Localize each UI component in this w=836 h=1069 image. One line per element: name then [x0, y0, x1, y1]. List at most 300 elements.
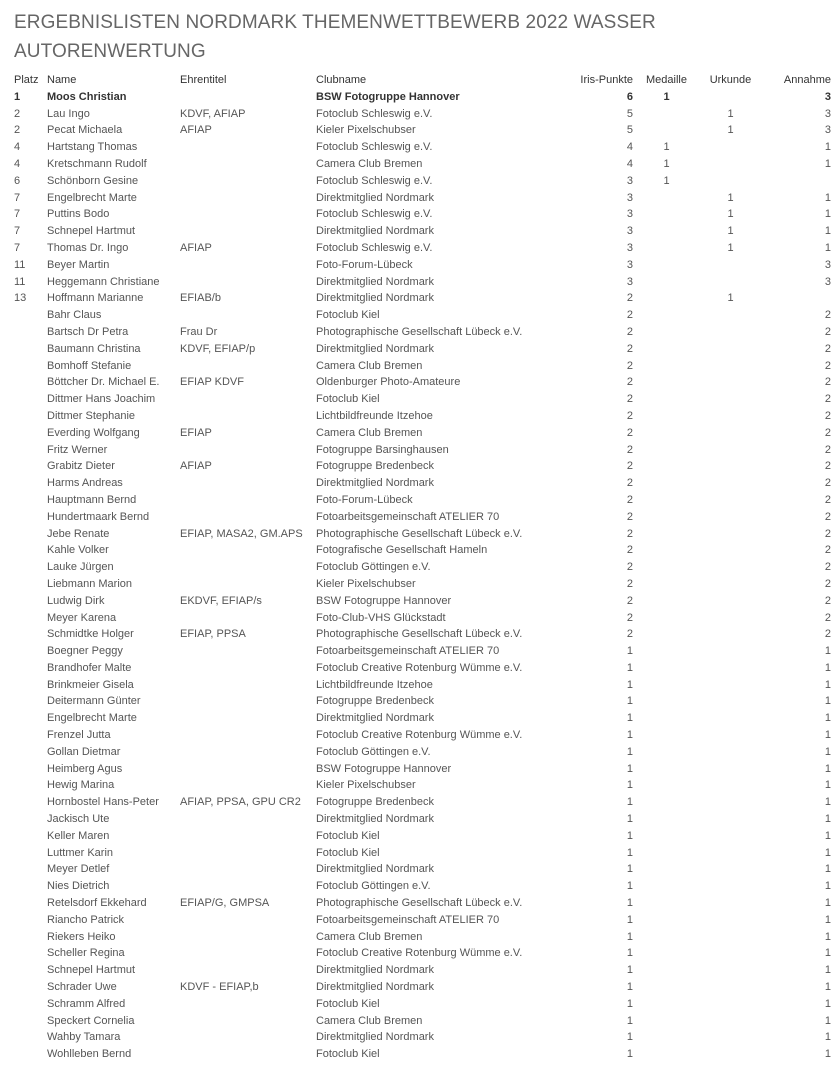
cell-iris-punkte: 4 [626, 157, 633, 170]
cell-platz: 4 [14, 141, 21, 154]
table-row [14, 777, 831, 794]
cell-ehrentitel [180, 206, 316, 223]
cell-medaille [633, 358, 700, 375]
cell-medaille [633, 895, 700, 912]
cell-annahme: 1 [824, 846, 831, 859]
cell-medaille: 1 [663, 157, 670, 170]
cell-name: Engelbrecht Marte [47, 191, 137, 204]
cell-iris-punkte: 3 [626, 241, 633, 254]
cell-ehrentitel [180, 139, 316, 156]
cell-iris-punkte: 1 [626, 661, 633, 674]
cell-medaille: 1 [663, 174, 670, 187]
cell-ehrentitel: EKDVF, EFIAP/s [180, 594, 262, 607]
cell-ehrentitel [180, 442, 316, 459]
cell-annahme: 1 [824, 141, 831, 154]
cell-ehrentitel [180, 929, 316, 946]
cell-name: Grabitz Dieter [47, 460, 115, 473]
cell-urkunde [700, 542, 761, 559]
cell-iris-punkte: 1 [626, 745, 633, 758]
cell-urkunde [700, 139, 761, 156]
cell-annahme: 1 [824, 964, 831, 977]
cell-iris-punkte: 3 [626, 208, 633, 221]
cell-ehrentitel: EFIAP, PPSA [180, 628, 246, 641]
cell-name: Retelsdorf Ekkehard [47, 897, 147, 910]
table-row [14, 996, 831, 1013]
table-row [14, 526, 831, 543]
cell-iris-punkte: 5 [626, 107, 633, 120]
table-row [14, 324, 831, 341]
cell-name: Heggemann Christiane [47, 275, 160, 288]
cell-name: Harms Andreas [47, 477, 123, 490]
table-row [14, 828, 831, 845]
cell-iris-punkte: 2 [626, 577, 633, 590]
table-row [14, 845, 831, 862]
cell-platz [14, 542, 47, 559]
cell-medaille [633, 223, 700, 240]
cell-urkunde [700, 845, 761, 862]
cell-clubname: Direktmitglied Nordmark [316, 1031, 434, 1044]
cell-iris-punkte: 1 [626, 846, 633, 859]
cell-platz [14, 660, 47, 677]
cell-ehrentitel [180, 861, 316, 878]
cell-clubname: Direktmitglied Nordmark [316, 964, 434, 977]
cell-annahme: 1 [824, 661, 831, 674]
cell-annahme: 2 [824, 393, 831, 406]
cell-annahme: 1 [824, 678, 831, 691]
cell-annahme: 1 [824, 813, 831, 826]
cell-ehrentitel [180, 845, 316, 862]
cell-platz [14, 341, 47, 358]
cell-iris-punkte: 1 [626, 930, 633, 943]
table-row [14, 290, 831, 307]
cell-iris-punkte: 2 [626, 325, 633, 338]
table-row [14, 811, 831, 828]
cell-medaille [633, 794, 700, 811]
cell-platz [14, 1029, 47, 1046]
cell-urkunde [700, 727, 761, 744]
cell-platz: 11 [14, 258, 26, 271]
cell-name: Scheller Regina [47, 947, 125, 960]
cell-iris-punkte: 1 [626, 729, 633, 742]
cell-platz: 2 [14, 124, 21, 137]
cell-platz [14, 979, 47, 996]
cell-name: Jebe Renate [47, 527, 110, 540]
cell-ehrentitel [180, 945, 316, 962]
cell-medaille [633, 206, 700, 223]
cell-iris-punkte: 1 [626, 829, 633, 842]
cell-name: Beyer Martin [47, 258, 110, 271]
cell-ehrentitel [180, 811, 316, 828]
cell-annahme: 2 [824, 628, 831, 641]
cell-name: Fritz Werner [47, 443, 108, 456]
cell-name: Boegner Peggy [47, 645, 123, 658]
cell-annahme: 3 [824, 107, 831, 120]
cell-name: Deitermann Günter [47, 695, 141, 708]
cell-clubname: Fotoclub Göttingen e.V. [316, 880, 431, 893]
cell-iris-punkte: 2 [626, 611, 633, 624]
cell-medaille [633, 425, 700, 442]
cell-clubname: Fotografische Gesellschaft Hameln [316, 544, 488, 557]
cell-clubname: Fotoclub Schleswig e.V. [316, 107, 433, 120]
cell-annahme: 3 [824, 90, 831, 103]
cell-iris-punkte: 5 [626, 124, 633, 137]
cell-platz [14, 526, 47, 543]
table-row [14, 576, 831, 593]
cell-annahme: 2 [824, 376, 831, 389]
cell-clubname: Fotoclub Schleswig e.V. [316, 174, 433, 187]
cell-name: Baumann Christina [47, 342, 141, 355]
cell-annahme: 3 [824, 258, 831, 271]
cell-medaille [633, 475, 700, 492]
header-medaille: Medaille [646, 74, 687, 86]
cell-platz [14, 761, 47, 778]
cell-urkunde [700, 492, 761, 509]
cell-clubname: Direktmitglied Nordmark [316, 191, 434, 204]
cell-urkunde [700, 374, 761, 391]
cell-name: Pecat Michaela [47, 124, 123, 137]
cell-medaille [633, 845, 700, 862]
cell-platz: 2 [14, 107, 21, 120]
cell-name: Liebmann Marion [47, 577, 132, 590]
cell-urkunde [700, 861, 761, 878]
cell-name: Moos Christian [47, 90, 127, 103]
cell-iris-punkte: 2 [626, 426, 633, 439]
cell-clubname: Direktmitglied Nordmark [316, 981, 434, 994]
cell-iris-punkte: 6 [626, 90, 633, 103]
cell-annahme [761, 173, 831, 190]
cell-clubname: BSW Fotogruppe Hannover [316, 90, 460, 103]
cell-clubname: Fotoclub Creative Rotenburg Wümme e.V. [316, 947, 523, 960]
cell-ehrentitel [180, 89, 316, 106]
cell-platz: 7 [14, 208, 21, 221]
cell-clubname: Direktmitglied Nordmark [316, 342, 434, 355]
table-body [14, 89, 831, 1063]
table-row [14, 341, 831, 358]
cell-name: Jackisch Ute [47, 813, 110, 826]
cell-urkunde [700, 307, 761, 324]
cell-name: Hartstang Thomas [47, 141, 138, 154]
cell-platz [14, 727, 47, 744]
cell-annahme: 1 [824, 897, 831, 910]
cell-platz [14, 593, 47, 610]
cell-annahme: 1 [824, 1031, 831, 1044]
cell-ehrentitel [180, 727, 316, 744]
cell-annahme: 1 [824, 729, 831, 742]
cell-annahme: 2 [824, 493, 831, 506]
cell-annahme: 2 [824, 409, 831, 422]
cell-medaille [633, 341, 700, 358]
cell-platz [14, 492, 47, 509]
cell-name: Wahby Tamara [47, 1031, 121, 1044]
cell-iris-punkte: 2 [626, 292, 633, 305]
cell-urkunde [700, 559, 761, 576]
cell-ehrentitel [180, 391, 316, 408]
cell-annahme: 2 [824, 510, 831, 523]
table-row [14, 139, 831, 156]
cell-ehrentitel [180, 190, 316, 207]
cell-ehrentitel: EFIAP KDVF [180, 376, 244, 389]
cell-urkunde [700, 677, 761, 694]
cell-iris-punkte: 2 [626, 342, 633, 355]
cell-name: Engelbrecht Marte [47, 712, 137, 725]
header-annahme: Annahme [783, 74, 831, 86]
cell-medaille [633, 408, 700, 425]
cell-iris-punkte: 3 [626, 174, 633, 187]
cell-ehrentitel [180, 828, 316, 845]
table-row [14, 761, 831, 778]
cell-clubname: Direktmitglied Nordmark [316, 477, 434, 490]
cell-annahme: 1 [824, 208, 831, 221]
cell-annahme: 1 [824, 880, 831, 893]
cell-platz [14, 509, 47, 526]
cell-medaille [633, 777, 700, 794]
cell-platz: 11 [14, 275, 26, 288]
cell-platz: 13 [14, 292, 27, 305]
cell-annahme: 3 [824, 275, 831, 288]
header-clubname: Clubname [316, 74, 367, 86]
cell-ehrentitel [180, 660, 316, 677]
cell-urkunde [700, 777, 761, 794]
cell-annahme: 1 [824, 829, 831, 842]
cell-ehrentitel [180, 1046, 316, 1063]
cell-ehrentitel: EFIAB/b [180, 292, 221, 305]
cell-annahme: 2 [824, 325, 831, 338]
cell-clubname: Fotoarbeitsgemeinschaft ATELIER 70 [316, 645, 500, 658]
cell-platz [14, 442, 47, 459]
cell-ehrentitel: KDVF, AFIAP [180, 107, 246, 120]
table-row [14, 1013, 831, 1030]
table-row [14, 374, 831, 391]
cell-platz [14, 643, 47, 660]
cell-ehrentitel [180, 492, 316, 509]
cell-name: Heimberg Agus [47, 762, 123, 775]
cell-medaille [633, 878, 700, 895]
table-row [14, 794, 831, 811]
cell-annahme: 2 [824, 594, 831, 607]
cell-urkunde: 1 [727, 191, 734, 204]
cell-annahme: 1 [824, 241, 831, 254]
cell-platz [14, 391, 47, 408]
cell-clubname: Fotogruppe Bredenbeck [316, 460, 435, 473]
cell-name: Schönborn Gesine [47, 174, 139, 187]
table-row [14, 156, 831, 173]
cell-urkunde [700, 962, 761, 979]
cell-clubname: Fotogruppe Barsinghausen [316, 443, 449, 456]
cell-iris-punkte: 1 [626, 1048, 633, 1061]
cell-platz: 7 [14, 225, 21, 238]
cell-urkunde [700, 341, 761, 358]
table-row [14, 206, 831, 223]
cell-medaille [633, 1029, 700, 1046]
cell-iris-punkte: 2 [626, 477, 633, 490]
cell-annahme: 2 [824, 527, 831, 540]
cell-medaille [633, 542, 700, 559]
cell-medaille [633, 458, 700, 475]
cell-iris-punkte: 2 [626, 527, 633, 540]
cell-clubname: BSW Fotogruppe Hannover [316, 594, 452, 607]
cell-name: Böttcher Dr. Michael E. [47, 376, 160, 389]
cell-name: Nies Dietrich [47, 880, 110, 893]
cell-clubname: Kieler Pixelschubser [316, 779, 416, 792]
cell-clubname: Photographische Gesellschaft Lübeck e.V. [316, 628, 523, 641]
table-row [14, 358, 831, 375]
cell-urkunde: 1 [727, 292, 734, 305]
cell-urkunde [700, 526, 761, 543]
cell-ehrentitel [180, 777, 316, 794]
cell-urkunde [700, 979, 761, 996]
cell-clubname: Fotoclub Göttingen e.V. [316, 745, 431, 758]
cell-medaille [633, 979, 700, 996]
page-subtitle: AUTORENWERTUNG [14, 41, 206, 62]
table-row [14, 475, 831, 492]
cell-urkunde [700, 324, 761, 341]
cell-clubname: Lichtbildfreunde Itzehoe [316, 678, 433, 691]
table-row [14, 106, 831, 123]
cell-ehrentitel: Frau Dr [180, 325, 218, 338]
table-row [14, 861, 831, 878]
cell-clubname: Fotogruppe Bredenbeck [316, 695, 435, 708]
cell-iris-punkte: 3 [626, 191, 633, 204]
header-urkunde: Urkunde [709, 74, 752, 86]
cell-platz [14, 996, 47, 1013]
cell-ehrentitel [180, 408, 316, 425]
table-row [14, 895, 831, 912]
cell-name: Schmidtke Holger [47, 628, 134, 641]
cell-medaille [633, 1013, 700, 1030]
cell-clubname: Photographische Gesellschaft Lübeck e.V. [316, 897, 523, 910]
table-row [14, 693, 831, 710]
cell-clubname: Camera Club Bremen [316, 426, 423, 439]
table-row [14, 223, 831, 240]
cell-name: Keller Maren [47, 829, 110, 842]
table-row [14, 274, 831, 291]
cell-clubname: Foto-Forum-Lübeck [316, 258, 413, 271]
cell-annahme: 2 [824, 611, 831, 624]
cell-platz [14, 895, 47, 912]
cell-annahme: 2 [824, 309, 831, 322]
table-row [14, 979, 831, 996]
cell-urkunde [700, 173, 761, 190]
cell-clubname: Fotoclub Schleswig e.V. [316, 241, 433, 254]
cell-urkunde [700, 693, 761, 710]
table-row [14, 425, 831, 442]
cell-annahme: 1 [824, 863, 831, 876]
cell-platz [14, 475, 47, 492]
cell-iris-punkte: 2 [626, 460, 633, 473]
header-iris-punkte: Iris-Punkte [580, 74, 633, 86]
table-row [14, 559, 831, 576]
cell-annahme: 1 [824, 947, 831, 960]
cell-name: Frenzel Jutta [47, 729, 111, 742]
cell-iris-punkte: 1 [626, 981, 633, 994]
cell-clubname: Fotoclub Schleswig e.V. [316, 141, 433, 154]
cell-ehrentitel [180, 173, 316, 190]
cell-iris-punkte: 2 [626, 544, 633, 557]
table-row [14, 122, 831, 139]
cell-name: Schrader Uwe [47, 981, 117, 994]
cell-urkunde [700, 811, 761, 828]
cell-ehrentitel [180, 643, 316, 660]
table-row [14, 727, 831, 744]
cell-clubname: Camera Club Bremen [316, 1014, 423, 1027]
cell-platz [14, 744, 47, 761]
cell-annahme: 1 [824, 225, 831, 238]
cell-platz: 4 [14, 157, 21, 170]
cell-medaille [633, 509, 700, 526]
table-row [14, 492, 831, 509]
cell-medaille [633, 391, 700, 408]
cell-clubname: Direktmitglied Nordmark [316, 275, 434, 288]
cell-clubname: Foto-Forum-Lübeck [316, 493, 413, 506]
cell-urkunde [700, 794, 761, 811]
cell-iris-punkte: 1 [626, 779, 633, 792]
cell-annahme: 1 [824, 762, 831, 775]
cell-medaille [633, 106, 700, 123]
cell-medaille [633, 912, 700, 929]
table-row [14, 677, 831, 694]
cell-iris-punkte: 2 [626, 443, 633, 456]
cell-urkunde [700, 710, 761, 727]
cell-annahme: 2 [824, 460, 831, 473]
cell-medaille [633, 744, 700, 761]
cell-name: Riekers Heiko [47, 930, 116, 943]
cell-name: Dittmer Stephanie [47, 409, 136, 422]
cell-medaille [633, 727, 700, 744]
cell-platz [14, 559, 47, 576]
cell-medaille [633, 626, 700, 643]
cell-urkunde [700, 945, 761, 962]
cell-urkunde: 1 [727, 225, 734, 238]
cell-platz [14, 358, 47, 375]
cell-clubname: Fotoclub Kiel [316, 997, 380, 1010]
cell-medaille [633, 324, 700, 341]
cell-medaille [633, 290, 700, 307]
cell-iris-punkte: 1 [626, 964, 633, 977]
cell-clubname: Fotoclub Kiel [316, 829, 380, 842]
cell-annahme: 2 [824, 544, 831, 557]
cell-platz [14, 374, 47, 391]
cell-platz [14, 945, 47, 962]
cell-medaille [633, 660, 700, 677]
cell-urkunde [700, 660, 761, 677]
cell-iris-punkte: 1 [626, 712, 633, 725]
cell-annahme: 2 [824, 577, 831, 590]
cell-urkunde [700, 895, 761, 912]
cell-ehrentitel [180, 693, 316, 710]
cell-medaille [633, 492, 700, 509]
cell-annahme: 3 [824, 124, 831, 137]
cell-urkunde [700, 425, 761, 442]
cell-ehrentitel [180, 576, 316, 593]
cell-name: Bomhoff Stefanie [47, 359, 132, 372]
header-ehrentitel: Ehrentitel [180, 74, 227, 86]
cell-urkunde [700, 643, 761, 660]
cell-platz: 7 [14, 241, 21, 254]
cell-clubname: Fotoclub Kiel [316, 393, 380, 406]
cell-name: Schnepel Hartmut [47, 225, 136, 238]
cell-iris-punkte: 2 [626, 510, 633, 523]
cell-iris-punkte: 1 [626, 678, 633, 691]
cell-annahme: 1 [824, 1014, 831, 1027]
cell-medaille [633, 996, 700, 1013]
cell-platz: 1 [14, 90, 21, 103]
cell-platz [14, 811, 47, 828]
cell-urkunde [700, 1013, 761, 1030]
cell-clubname: Fotoarbeitsgemeinschaft ATELIER 70 [316, 913, 500, 926]
cell-ehrentitel [180, 1029, 316, 1046]
cell-name: Bartsch Dr Petra [47, 325, 129, 338]
cell-medaille [633, 190, 700, 207]
